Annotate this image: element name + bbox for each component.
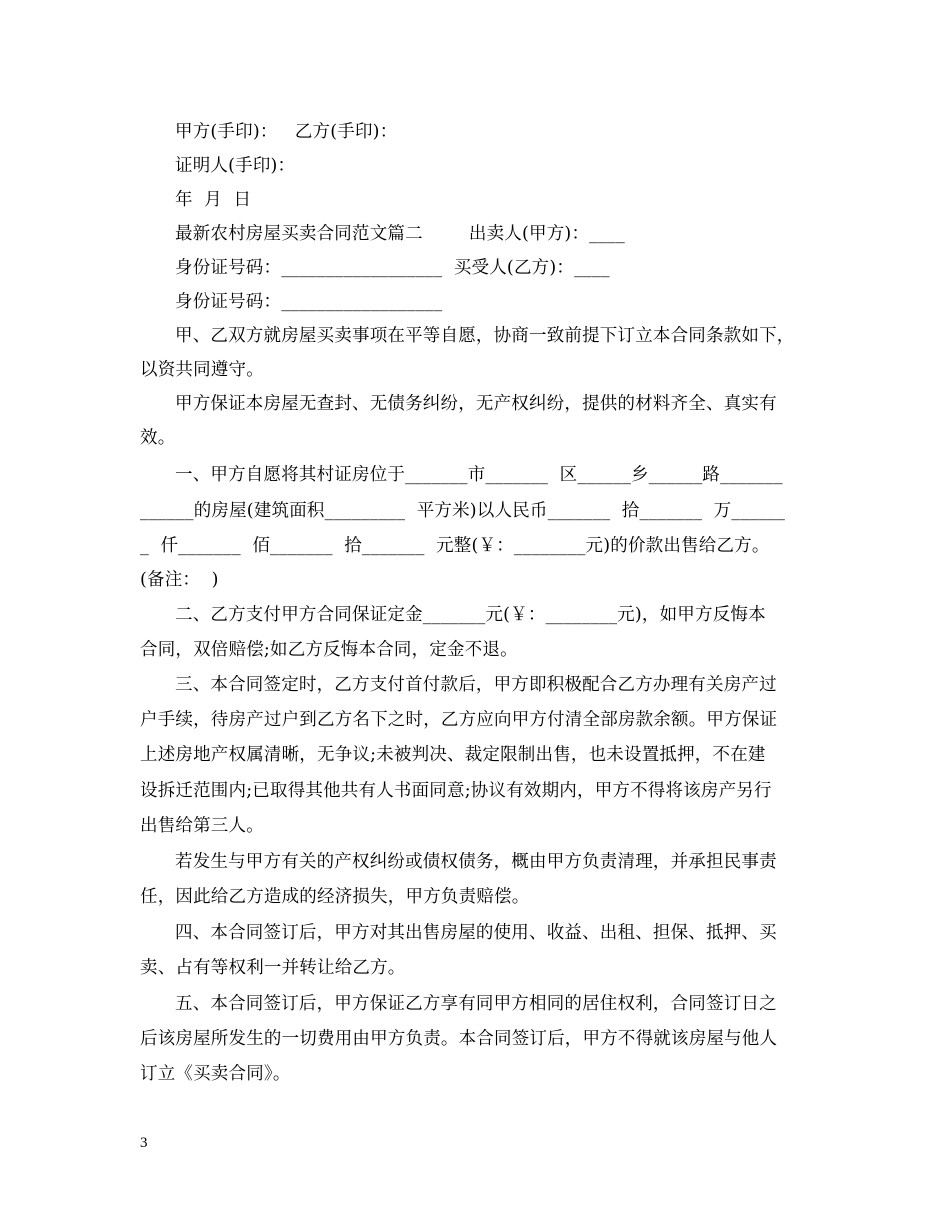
page-number: 3 bbox=[140, 1135, 148, 1151]
clause-4-line-1: 四、本合同签订后，甲方对其出售房屋的使用、收益、出租、担保、抵押、买 bbox=[175, 923, 777, 943]
preamble-line-1: 甲、乙双方就房屋买卖事项在平等自愿，协商一致前提下订立本合同条款如下， bbox=[175, 326, 795, 346]
guarantee-line-1: 甲方保证本房屋无查封、无债务纠纷，无产权纠纷，提供的材料齐全、真实有 bbox=[175, 394, 777, 414]
clause-3-line-2: 户手续，待房产过户到乙方名下之时，乙方应向甲方付清全部房款余额。甲方保证 bbox=[140, 710, 778, 730]
seller-id-buyer-line: 身份证号码：__________________ 买受人(乙方)：____ bbox=[175, 258, 610, 278]
preamble-line-2: 以资共同遵守。 bbox=[140, 360, 264, 380]
clause-5-line-1: 五、本合同签订后，甲方保证乙方享有同甲方相同的居住权利，合同签订日之 bbox=[175, 994, 777, 1014]
clause-3-line-5: 出售给第三人。 bbox=[140, 816, 264, 836]
clause-3-line-4: 设拆迁范围内;已取得其他共有人书面同意;协议有效期内，甲方不得将该房产另行 bbox=[140, 781, 772, 801]
clause-1-line-1: 一、甲方自愿将其村证房位于_______市_______ 区______乡______路_______ bbox=[175, 465, 783, 485]
buyer-id-line: 身份证号码：__________________ bbox=[175, 292, 443, 312]
clause-2-line-2: 合同，双倍赔偿;如乙方反悔本合同，定金不退。 bbox=[140, 640, 518, 660]
clause-4-line-2: 卖、占有等权利一并转让给乙方。 bbox=[140, 958, 406, 978]
clause-1-line-2: ______的房屋(建筑面积_________ 平方米)以人民币_______ 拾_______ 万______ bbox=[140, 501, 786, 521]
note-line: (备注： ) bbox=[140, 570, 219, 590]
clause-3-line-1: 三、本合同签定时，乙方支付首付款后，甲方即积极配合乙方办理有关房产过 bbox=[175, 675, 777, 695]
clause-5-line-3: 订立《买卖合同》。 bbox=[140, 1064, 291, 1084]
dispute-line-1: 若发生与甲方有关的产权纠纷或债权债务，概由甲方负责清理，并承担民事责 bbox=[175, 852, 777, 872]
clause-3-line-3: 上述房地产权属清晰，无争议;未被判决、裁定限制出售，也未设置抵押，不在建 bbox=[140, 745, 766, 765]
clause-1-line-3: _ 仟_______ 佰_______ 拾_______ 元整(￥：________元)的价款出售给乙方。 bbox=[140, 536, 770, 556]
signature-parties-line: 甲方(手印)： 乙方(手印)： bbox=[175, 122, 398, 142]
clause-2-line-1: 二、乙方支付甲方合同保证定金_______元(￥：________元)，如甲方反悔本 bbox=[175, 605, 766, 625]
clause-5-line-2: 后该房屋所发生的一切费用由甲方负责。本合同签订后，甲方不得就该房屋与他人 bbox=[140, 1029, 778, 1049]
section-title-seller-line: 最新农村房屋买卖合同范文篇二 出卖人(甲方)：____ bbox=[175, 224, 625, 244]
witness-line: 证明人(手印)： bbox=[175, 156, 296, 176]
dispute-line-2: 任，因此给乙方造成的经济损失，甲方负责赔偿。 bbox=[140, 887, 530, 907]
guarantee-line-2: 效。 bbox=[140, 428, 176, 448]
date-line: 年 月 日 bbox=[175, 190, 252, 210]
